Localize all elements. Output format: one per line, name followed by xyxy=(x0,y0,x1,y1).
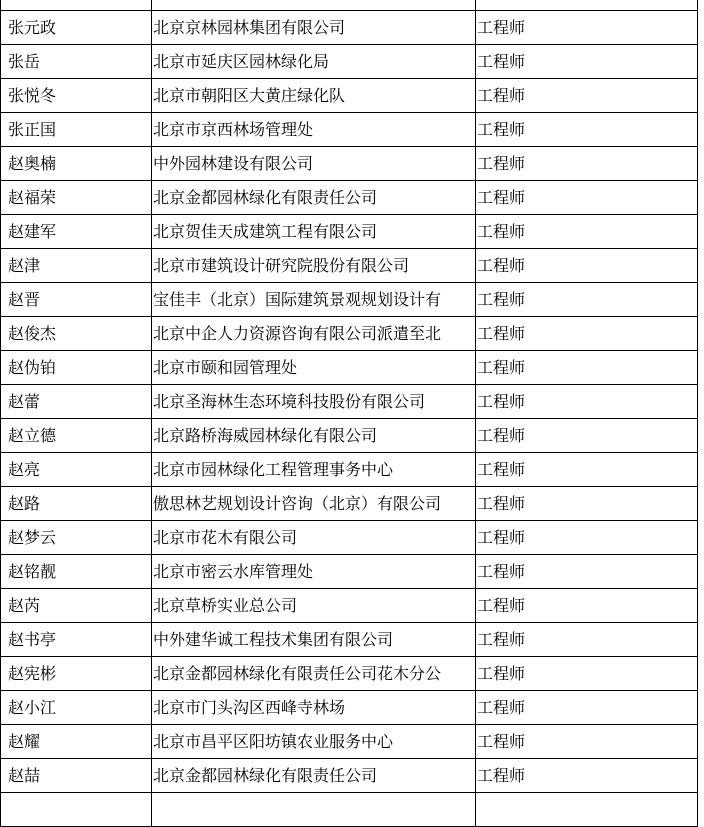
name-cell[interactable]: 赵俊杰 xyxy=(1,317,152,351)
name-cell[interactable]: 赵晋 xyxy=(1,283,152,317)
table-body xyxy=(1,0,698,827)
job-title-cell[interactable]: 工程师 xyxy=(476,79,698,113)
table-row xyxy=(1,453,698,487)
organization-cell[interactable] xyxy=(152,0,476,11)
job-title-cell[interactable]: 工程师 xyxy=(476,759,698,793)
organization-cell[interactable]: 北京金都园林绿化有限责任公司 xyxy=(152,181,476,215)
organization-cell[interactable]: 北京京林园林集团有限公司 xyxy=(152,11,476,45)
job-title-cell[interactable]: 工程师 xyxy=(476,113,698,147)
name-cell[interactable]: 赵小江 xyxy=(1,691,152,725)
name-cell[interactable]: 赵宪彬 xyxy=(1,657,152,691)
name-cell[interactable]: 赵奥楠 xyxy=(1,147,152,181)
organization-cell[interactable]: 北京市延庆区园林绿化局 xyxy=(152,45,476,79)
job-title-cell[interactable]: 工程师 xyxy=(476,487,698,521)
name-cell[interactable]: 赵路 xyxy=(1,487,152,521)
organization-cell[interactable]: 北京市京西林场管理处 xyxy=(152,113,476,147)
table-row xyxy=(1,317,698,351)
organization-cell[interactable]: 宝佳丰（北京）国际建筑景观规划设计有 xyxy=(152,283,476,317)
table-row xyxy=(1,725,698,759)
table-row xyxy=(1,623,698,657)
table-row xyxy=(1,385,698,419)
name-cell[interactable]: 赵蕾 xyxy=(1,385,152,419)
name-cell[interactable]: 赵铭靓 xyxy=(1,555,152,589)
organization-cell[interactable]: 傲思林艺规划设计咨询（北京）有限公司 xyxy=(152,487,476,521)
job-title-cell[interactable]: 工程师 xyxy=(476,691,698,725)
organization-cell[interactable]: 北京市花木有限公司 xyxy=(152,521,476,555)
job-title-cell[interactable]: 工程师 xyxy=(476,623,698,657)
organization-cell[interactable]: 北京圣海林生态环境科技股份有限公司 xyxy=(152,385,476,419)
name-cell[interactable]: 赵芮 xyxy=(1,589,152,623)
table-row xyxy=(1,11,698,45)
name-cell[interactable] xyxy=(1,0,152,11)
name-cell[interactable]: 赵建军 xyxy=(1,215,152,249)
table-row xyxy=(1,215,698,249)
table-row xyxy=(1,691,698,725)
job-title-cell[interactable]: 工程师 xyxy=(476,725,698,759)
organization-cell[interactable]: 北京市朝阳区大黄庄绿化队 xyxy=(152,79,476,113)
organization-cell[interactable]: 北京市园林绿化工程管理事务中心 xyxy=(152,453,476,487)
table-row xyxy=(1,487,698,521)
table-row xyxy=(1,79,698,113)
table-row xyxy=(1,351,698,385)
table-row xyxy=(1,283,698,317)
organization-cell[interactable]: 北京市昌平区阳坊镇农业服务中心 xyxy=(152,725,476,759)
job-title-cell[interactable]: 工程师 xyxy=(476,11,698,45)
name-cell[interactable]: 张悦冬 xyxy=(1,79,152,113)
table-row xyxy=(1,147,698,181)
job-title-cell[interactable]: 工程师 xyxy=(476,45,698,79)
organization-cell[interactable]: 北京草桥实业总公司 xyxy=(152,589,476,623)
job-title-cell[interactable]: 工程师 xyxy=(476,181,698,215)
organization-cell[interactable]: 北京市门头沟区西峰寺林场 xyxy=(152,691,476,725)
table-row xyxy=(1,249,698,283)
name-cell[interactable]: 赵耀 xyxy=(1,725,152,759)
organization-cell[interactable]: 中外建华诚工程技术集团有限公司 xyxy=(152,623,476,657)
name-cell[interactable]: 张正国 xyxy=(1,113,152,147)
table-row xyxy=(1,793,698,827)
job-title-cell[interactable] xyxy=(476,793,698,827)
organization-cell[interactable]: 北京路桥海威园林绿化有限公司 xyxy=(152,419,476,453)
table-row xyxy=(1,759,698,793)
table-row xyxy=(1,181,698,215)
table-row xyxy=(1,589,698,623)
name-cell[interactable]: 赵津 xyxy=(1,249,152,283)
name-cell[interactable]: 张元政 xyxy=(1,11,152,45)
job-title-cell[interactable]: 工程师 xyxy=(476,419,698,453)
job-title-cell[interactable]: 工程师 xyxy=(476,555,698,589)
job-title-cell[interactable]: 工程师 xyxy=(476,283,698,317)
job-title-cell[interactable]: 工程师 xyxy=(476,351,698,385)
organization-cell[interactable] xyxy=(152,793,476,827)
organization-cell[interactable]: 北京市密云水库管理处 xyxy=(152,555,476,589)
table-row xyxy=(1,555,698,589)
job-title-cell[interactable]: 工程师 xyxy=(476,453,698,487)
table-row xyxy=(1,657,698,691)
job-title-cell[interactable]: 工程师 xyxy=(476,589,698,623)
organization-cell[interactable]: 北京市颐和园管理处 xyxy=(152,351,476,385)
job-title-cell[interactable]: 工程师 xyxy=(476,385,698,419)
job-title-cell[interactable] xyxy=(476,0,698,11)
job-title-cell[interactable]: 工程师 xyxy=(476,521,698,555)
organization-cell[interactable]: 北京市建筑设计研究院股份有限公司 xyxy=(152,249,476,283)
name-cell[interactable]: 赵梦云 xyxy=(1,521,152,555)
table-row xyxy=(1,419,698,453)
job-title-cell[interactable]: 工程师 xyxy=(476,249,698,283)
name-cell[interactable]: 张岳 xyxy=(1,45,152,79)
name-cell[interactable] xyxy=(1,793,152,827)
job-title-cell[interactable]: 工程师 xyxy=(476,657,698,691)
name-cell[interactable]: 赵书亭 xyxy=(1,623,152,657)
name-cell[interactable]: 赵伪铂 xyxy=(1,351,152,385)
table-row xyxy=(1,0,698,11)
organization-cell[interactable]: 北京金都园林绿化有限责任公司花木分公 xyxy=(152,657,476,691)
table-row xyxy=(1,521,698,555)
job-title-cell[interactable]: 工程师 xyxy=(476,215,698,249)
organization-cell[interactable]: 北京金都园林绿化有限责任公司 xyxy=(152,759,476,793)
organization-cell[interactable]: 中外园林建设有限公司 xyxy=(152,147,476,181)
table-row xyxy=(1,113,698,147)
job-title-cell[interactable]: 工程师 xyxy=(476,317,698,351)
organization-cell[interactable]: 北京贺佳天成建筑工程有限公司 xyxy=(152,215,476,249)
job-title-cell[interactable]: 工程师 xyxy=(476,147,698,181)
name-cell[interactable]: 赵喆 xyxy=(1,759,152,793)
name-cell[interactable]: 赵福荣 xyxy=(1,181,152,215)
organization-cell[interactable]: 北京中企人力资源咨询有限公司派遣至北 xyxy=(152,317,476,351)
name-cell[interactable]: 赵立德 xyxy=(1,419,152,453)
name-cell[interactable]: 赵亮 xyxy=(1,453,152,487)
table-row xyxy=(1,45,698,79)
